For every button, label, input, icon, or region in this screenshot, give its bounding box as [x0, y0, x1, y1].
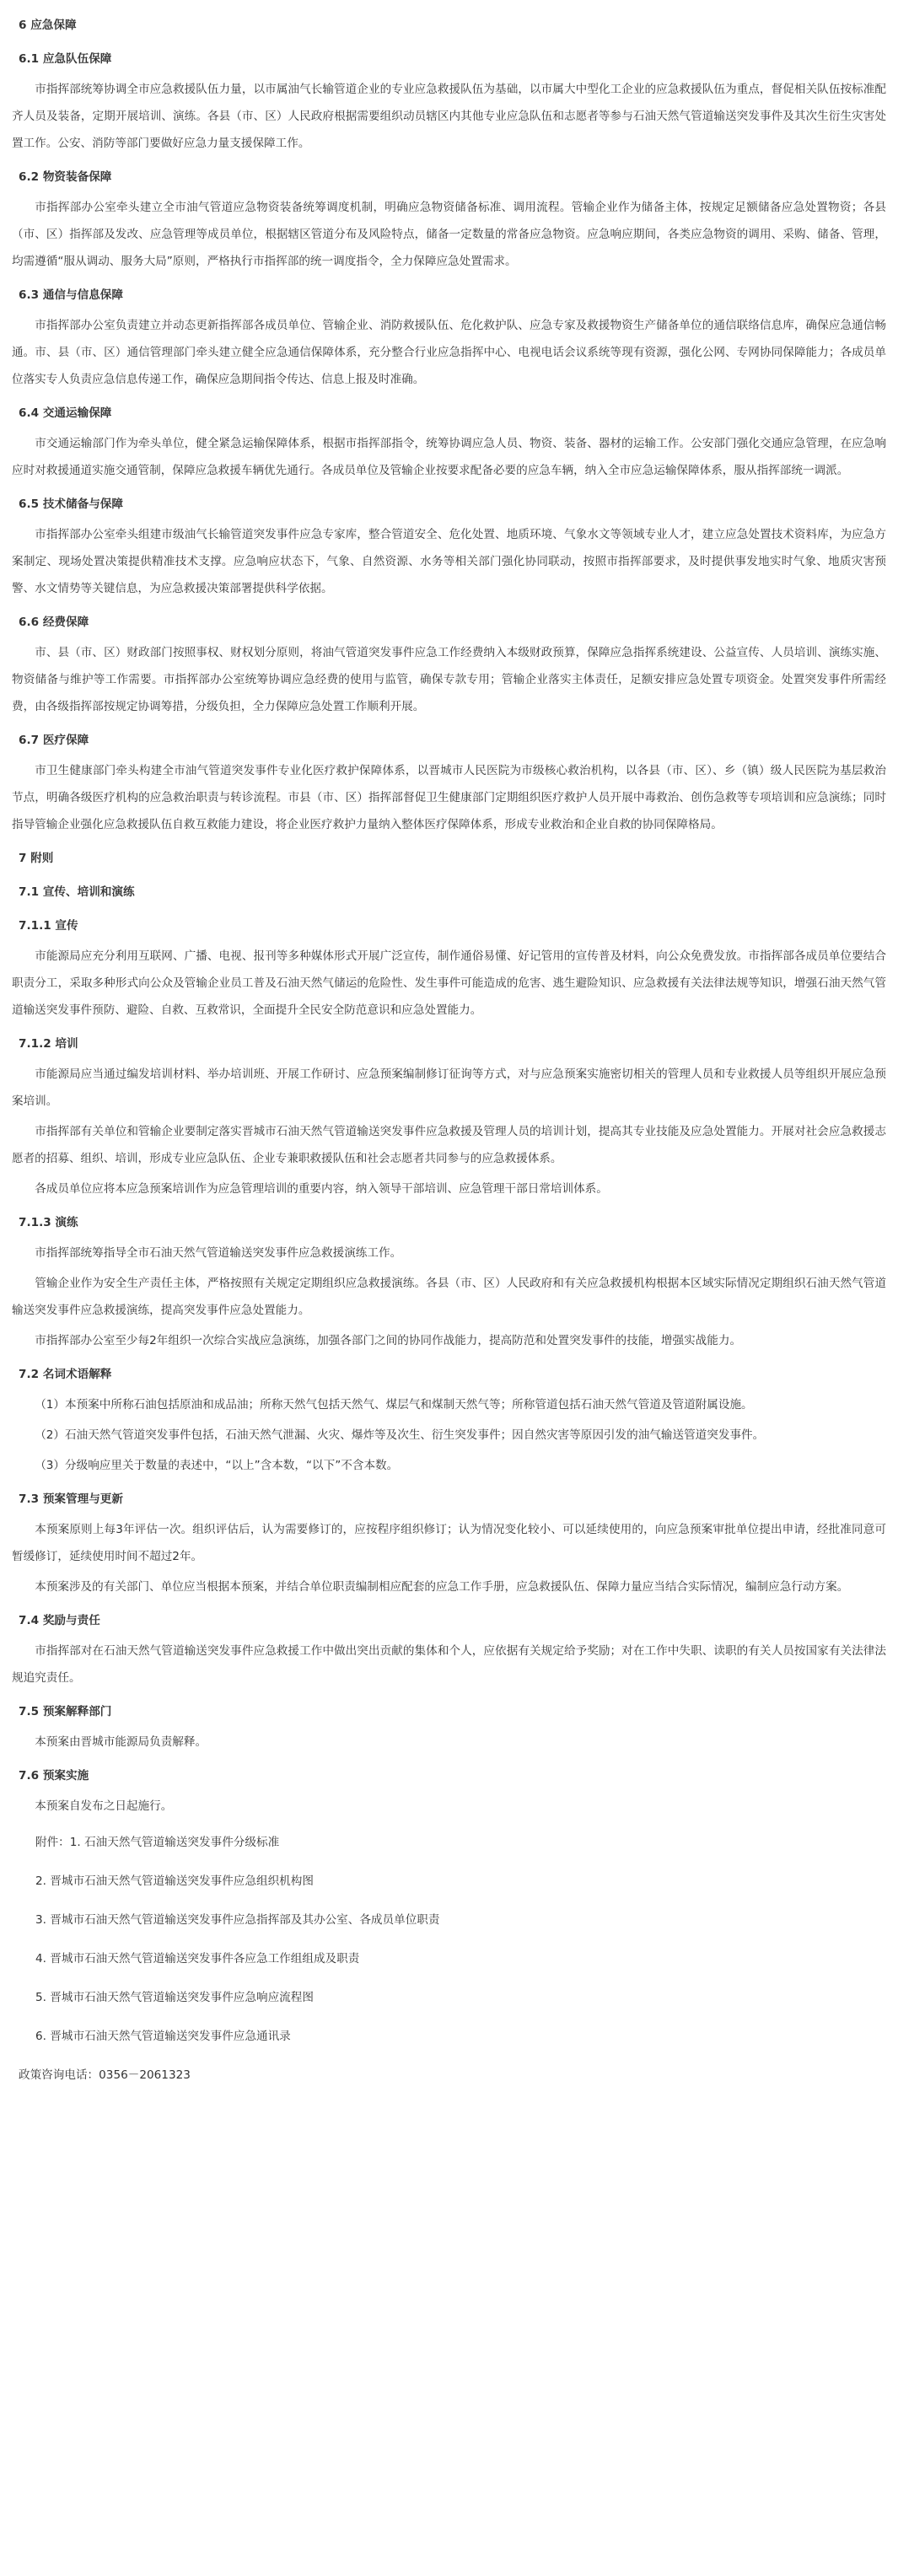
document-content: [12, 8, 886, 1823]
paragraph: 本预案自发布之日起施行。: [35, 1799, 173, 1813]
paragraph: （1）本预案中所称石油包括原油和成品油；所称天然气包括天然气、煤层气和煤制天然气等；所称管道包括石油天然气管道及管道附属设施。: [35, 1398, 753, 1412]
attachment-item: 4. 晋城市石油天然气管道输送突发事件各应急工作组组成及职责: [35, 1952, 360, 1966]
paragraph: 市指挥部有关单位和管输企业要制定落实晋城市石油天然气管道输送突发事件应急救援及管理人员的培训计划，提高其专业技能及应急处置能力。开展对社会应急救援志愿者的招募、组织、培训，形成专业应急队伍、企业专兼职救援队伍和社会志愿者共同参与的应急救援体系。: [12, 1125, 886, 1165]
subsection-heading: 7.1.1 宣传: [19, 919, 78, 933]
section-heading: 6.1 应急队伍保障: [19, 52, 112, 66]
attachment-item: 3. 晋城市石油天然气管道输送突发事件应急指挥部及其办公室、各成员单位职责: [35, 1913, 440, 1927]
paragraph: 市、县（市、区）财政部门按照事权、财权划分原则，将油气管道突发事件应急工作经费纳入本级财政预算，保障应急指挥系统建设、公益宣传、人员培训、演练实施、物资储备与维护等工作需要。市指挥部办公室统筹协调应急经费的使用与监管，确保专款专用；管输企业落实主体责任，足额安排应急处置专项资金。处置突发事件所需经费，由各级指挥部按规定协调筹措，分级负担，全力保障应急处置工作顺利开展。: [12, 646, 886, 713]
chapter-heading: 6 应急保障: [19, 19, 77, 32]
section-heading: 7.2 名词术语解释: [19, 1368, 112, 1381]
paragraph: 市指挥部办公室负责建立并动态更新指挥部各成员单位、管输企业、消防救援队伍、危化救护队、应急专家及救援物资生产储备单位的通信联络信息库，确保应急通信畅通。市、县（市、区）通信管理部门牵头建立健全应急通信保障体系，充分整合行业应急指挥中心、电视电话会议系统等现有资源，强化公网、专网协同保障能力；各成员单位落实专人负责应急信息传递工作，确保应急期间指令传达、信息上报及时准确。: [12, 319, 886, 386]
paragraph: 市指挥部办公室牵头组建市级油气长输管道突发事件应急专家库，整合管道安全、危化处置、地质环境、气象水文等领域专业人才，建立应急处置技术资料库，为应急方案制定、现场处置决策提供精准技术支撑。应急响应状态下，气象、自然资源、水务等相关部门强化协同联动，按照市指挥部要求，及时提供事发地实时气象、地质灾害预警、水文情势等关键信息，为应急救援决策部署提供科学依据。: [12, 528, 886, 595]
section-heading: 6.2 物资装备保障: [19, 170, 112, 184]
section-heading: 6.3 通信与信息保障: [19, 288, 123, 302]
paragraph: 市指挥部办公室至少每2年组织一次综合实战应急演练，加强各部门之间的协同作战能力，提高防范和处置突发事件的技能，增强实战能力。: [35, 1334, 742, 1347]
paragraph: 市能源局应当通过编发培训材料、举办培训班、开展工作研讨、应急预案编制修订征询等方式，对与应急预案实施密切相关的管理人员和专业救援人员等组织开展应急预案培训。: [12, 1068, 886, 1108]
section-heading: 6.6 经费保障: [19, 616, 89, 629]
section-heading: 7.1 宣传、培训和演练: [19, 885, 135, 899]
section-heading: 7.5 预案解释部门: [19, 1705, 112, 1718]
section-heading: 6.7 医疗保障: [19, 734, 89, 747]
attachment-item: 附件：1. 石油天然气管道输送突发事件分级标准: [35, 1836, 280, 1849]
paragraph: 管输企业作为安全生产责任主体，严格按照有关规定定期组织应急救援演练。各县（市、区）人民政府和有关应急救援机构根据本区域实际情况定期组织石油天然气管道输送突发事件应急救援演练，提高突发事件应急处置能力。: [12, 1277, 886, 1317]
paragraph: 市指挥部统筹协调全市应急救援队伍力量，以市属油气长输管道企业的专业应急救援队伍为基础，以市属大中型化工企业的应急救援队伍为重点，督促相关队伍按标准配齐人员及装备，定期开展培训、演练。各县（市、区）人民政府根据需要组织动员辖区内其他专业应急队伍和志愿者等参与石油天然气管道输送突发事件及其次生衍生灾害处置工作。公安、消防等部门要做好应急力量支援保障工作。: [12, 83, 886, 150]
paragraph: 市指挥部办公室牵头建立全市油气管道应急物资装备统筹调度机制，明确应急物资储备标准、调用流程。管输企业作为储备主体，按规定足额储备应急处置物资；各县（市、区）指挥部及发改、应急管理等成员单位，根据辖区管道分布及风险特点，储备一定数量的常备应急物资。应急响应期间，各类应急物资的调用、采购、储备、管理，均需遵循“服从调动、服务大局”原则，严格执行市指挥部的统一调度指令，全力保障应急处置需求。: [12, 201, 886, 268]
attachment-item: 6. 晋城市石油天然气管道输送突发事件应急通讯录: [35, 2030, 291, 2043]
section-heading: 6.4 交通运输保障: [19, 406, 112, 420]
paragraph: 本预案涉及的有关部门、单位应当根据本预案，并结合单位职责编制相应配套的应急工作手册，应急救援队伍、保障力量应当结合实际情况，编制应急行动方案。: [35, 1580, 849, 1594]
paragraph: （2）石油天然气管道突发事件包括，石油天然气泄漏、火灾、爆炸等及次生、衍生突发事件；因自然灾害等原因引发的油气输送管道突发事件。: [35, 1428, 765, 1442]
subsection-heading: 7.1.2 培训: [19, 1037, 78, 1051]
paragraph: 本预案原则上每3年评估一次。组织评估后，认为需要修订的，应按程序组织修订；认为情况变化较小、可以延续使用的，向应急预案审批单位提出申请，经批准同意可暂缓修订，延续使用时间不超过2年。: [12, 1523, 886, 1563]
paragraph: （3）分级响应里关于数量的表述中，“以上”含本数，“以下”不含本数。: [35, 1459, 399, 1472]
section-heading: 6.5 技术储备与保障: [19, 497, 123, 511]
policy-contact: 政策咨询电话：0356－2061323: [19, 2068, 191, 2082]
paragraph: 本预案由晋城市能源局负责解释。: [35, 1735, 207, 1749]
subsection-heading: 7.1.3 演练: [19, 1216, 78, 1229]
paragraph: 市指挥部对在石油天然气管道输送突发事件应急救援工作中做出突出贡献的集体和个人，应依据有关规定给予奖励；对在工作中失职、读职的有关人员按国家有关法律法规追究责任。: [12, 1644, 886, 1685]
attachment-item: 5. 晋城市石油天然气管道输送突发事件应急响应流程图: [35, 1991, 314, 2004]
attachment-item: 2. 晋城市石油天然气管道输送突发事件应急组织机构图: [35, 1874, 314, 1888]
paragraph: 市交通运输部门作为牵头单位，健全紧急运输保障体系，根据市指挥部指令，统筹协调应急人员、物资、装备、器材的运输工作。公安部门强化交通应急管理，在应急响应时对救援通道实施交通管制，保障应急救援车辆优先通行。各成员单位及管输企业按要求配备必要的应急车辆，纳入全市应急运输保障体系，服从指挥部统一调派。: [12, 437, 886, 477]
section-heading: 7.3 预案管理与更新: [19, 1492, 123, 1506]
paragraph: 市卫生健康部门牵头构建全市油气管道突发事件专业化医疗救护保障体系，以晋城市人民医院为市级核心救治机构，以各县（市、区）、乡（镇）级人民医院为基层救治节点，明确各级医疗机构的应急救治职责与转诊流程。市县（市、区）指挥部督促卫生健康部门定期组织医疗救护人员开展中毒救治、创伤急救等专项培训和应急演练；同时指导管输企业强化应急救援队伍自救互救能力建设，将企业医疗救护力量纳入整体医疗保障体系，形成专业救治和企业自救的协同保障格局。: [12, 764, 886, 831]
attachments-list: [12, 1823, 886, 2056]
paragraph: 市指挥部统筹指导全市石油天然气管道输送突发事件应急救援演练工作。: [35, 1246, 402, 1260]
section-heading: 7.6 预案实施: [19, 1769, 89, 1783]
section-heading: 7.4 奖励与责任: [19, 1614, 100, 1627]
chapter-heading: 7 附则: [19, 852, 54, 865]
paragraph: 市能源局应充分利用互联网、广播、电视、报刊等多种媒体形式开展广泛宣传，制作通俗易懂、好记管用的宣传普及材料，向公众免费发放。市指挥部各成员单位要结合职责分工，采取多种形式向公众及管输企业员工普及石油天然气储运的危险性、发生事件可能造成的危害、逃生避险知识、应急救援有关法律法规等知识，增强石油天然气管道输送突发事件预防、避险、自救、互救常识，全面提升全民安全防范意识和应急处置能力。: [12, 949, 886, 1017]
paragraph: 各成员单位应将本应急预案培训作为应急管理培训的重要内容，纳入领导干部培训、应急管理干部日常培训体系。: [35, 1182, 608, 1196]
